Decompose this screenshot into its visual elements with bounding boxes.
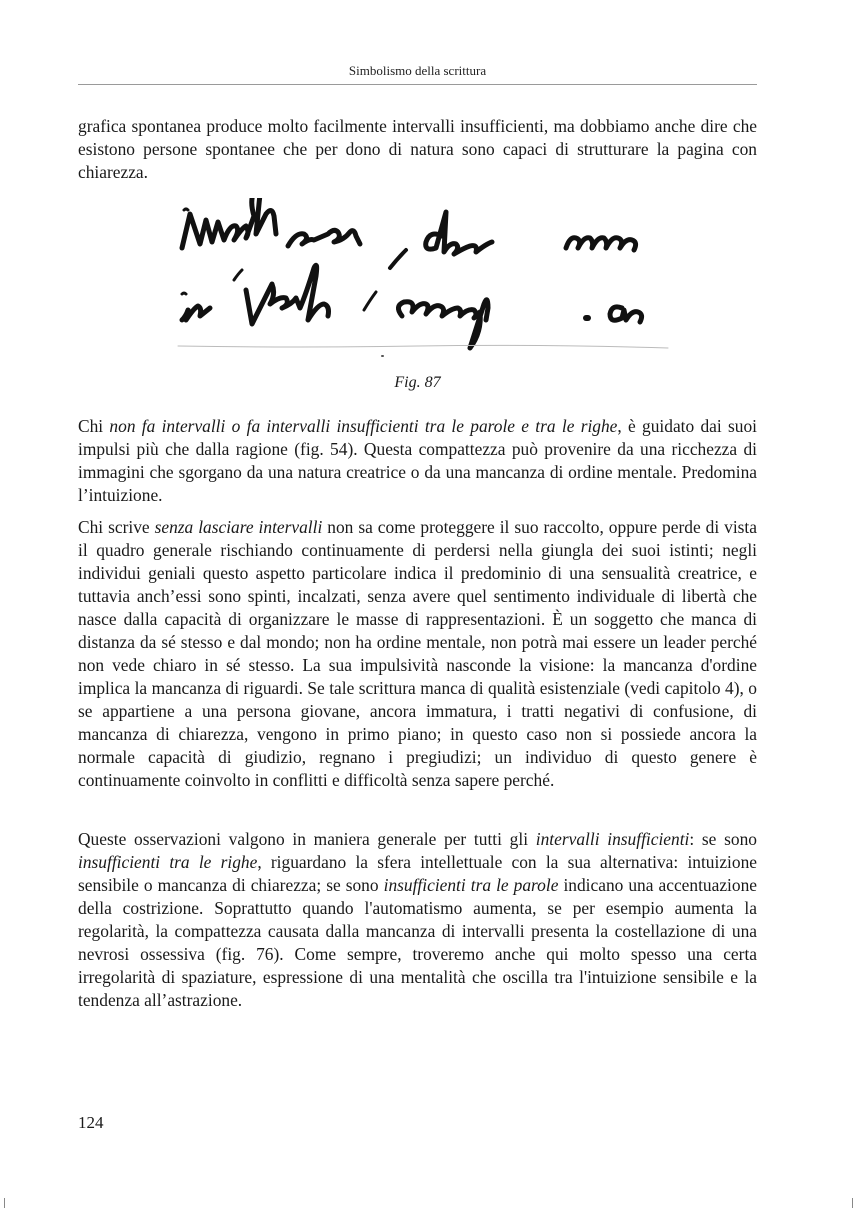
paragraph-4-emphasis-3: insufficienti tra le parole <box>383 875 559 895</box>
handwriting-stroke <box>182 198 276 248</box>
handwriting-stroke <box>182 293 186 294</box>
paragraph-4-text-d: indicano una accentuazione della costrizione. Soprattutto quando l'automatismo aumenta, se per esempio aumenta la regolarità, la compattezza causata dalla mancanza di intervalli presenta la costellazione di una nevrosi ossessiva (fig. 76). Come sempre, troveremo anche qui molto spesso una certa irregolarità di spaziature, espressione di una mentalità che oscilla tra l'intuizione sensibile e la tendenza all’astrazione. <box>78 875 757 1010</box>
paragraph-4 <box>78 828 757 1012</box>
handwriting-stroke <box>234 270 242 280</box>
handwriting-stroke <box>398 300 488 348</box>
paragraph-1-text: grafica spontanea produce molto facilmente intervalli insufficienti, ma dobbiamo anche dire che esistono persone spontanee che per dono di natura sono capaci di strutturare la pagina con chiarezza. <box>78 116 757 182</box>
paragraph-4-text-a: Queste osservazioni valgono in maniera generale per tutti gli <box>78 829 536 849</box>
paragraph-3-emphasis: senza lasciare intervalli <box>154 517 323 537</box>
scan-baseline-smudge <box>178 345 668 348</box>
paragraph-2 <box>78 415 757 507</box>
figure-caption: Fig. 87 <box>394 374 441 391</box>
handwriting-stroke <box>182 306 210 320</box>
paragraph-1 <box>78 115 757 184</box>
paragraph-3-text-a: Chi scrive <box>78 517 155 537</box>
header-rule <box>78 84 757 85</box>
paragraph-2-emphasis: non fa intervalli o fa intervalli insufficienti tra le parole e tra le righe <box>109 416 618 436</box>
paragraph-4-text-b: : se sono <box>689 829 757 849</box>
handwriting-stroke <box>610 307 642 322</box>
crop-mark-right <box>852 1198 853 1208</box>
paragraph-2-text-a: Chi <box>78 416 110 436</box>
paragraph-4-emphasis-2: insufficienti tra le righe <box>78 852 258 872</box>
handwriting-stroke <box>364 292 376 310</box>
handwriting-stroke <box>246 265 329 324</box>
handwriting-stroke <box>390 250 406 268</box>
crop-mark-left <box>4 1198 5 1208</box>
paragraph-4-text-c: , riguardano la sfera intellettuale con la sua alternativa: intuizione sensibile o mancanza di chiarezza; se sono <box>78 852 757 895</box>
paragraph-3-text-b: non sa come proteggere il suo raccolto, oppure perde di vista il quadro generale rischiando continuamente di perdersi nella giungla dei suoi istinti; negli individui geniali questo aspetto particolare indica il predominio di una sensualità creatrice, e tuttavia anch’essi sono spinti, incalzati, senza avere quel sentimento individuale di libertà che nasce dalla capacità di organizzare le masse di rappresentazioni. È un soggetto che manca di distanza da sé stesso e dal mondo; non ha ordine mentale, non potrà mai essere un leader perché non vede chiaro in sé stesso. La sua impulsività nasconde la visione: la mancanza d'ordine implica la mancanza di riguardi. Se tale scrittura manca di qualità esistenziale (vedi capitolo 4), o se appartiene a una persona giovane, ancora immatura, i tratti negativi di confusione, di mancanza di chiarezza, vengono in primo piano; in questo caso non si possiede ancora la normale capacità di giudizio, regnano i pregiudizi; un individuo di questo genere è continuamente coinvolto in conflitti e difficoltà senza sapere perché. <box>78 517 757 790</box>
paragraph-3 <box>78 516 757 792</box>
handwriting-stroke <box>288 230 360 246</box>
running-title: Simbolismo della scrittura <box>348 63 487 78</box>
handwriting-sample-image <box>176 198 672 366</box>
handwriting-stroke <box>184 209 188 210</box>
page-number: 124 <box>78 1113 104 1132</box>
paragraph-2-text-b: , è guidato dai suoi impulsi più che dalla ragione (fig. 54). Questa compattezza può provenire da una ricchezza di immagini che sgorgano da una natura creatrice o da una mancanza di ordine mentale. Predomina l’intuizione. <box>78 416 757 505</box>
handwriting-sample-figure <box>176 198 672 366</box>
paragraph-4-emphasis-1: intervalli insufficienti <box>535 829 690 849</box>
handwriting-stroke <box>426 212 492 254</box>
handwriting-stroke <box>566 238 636 250</box>
